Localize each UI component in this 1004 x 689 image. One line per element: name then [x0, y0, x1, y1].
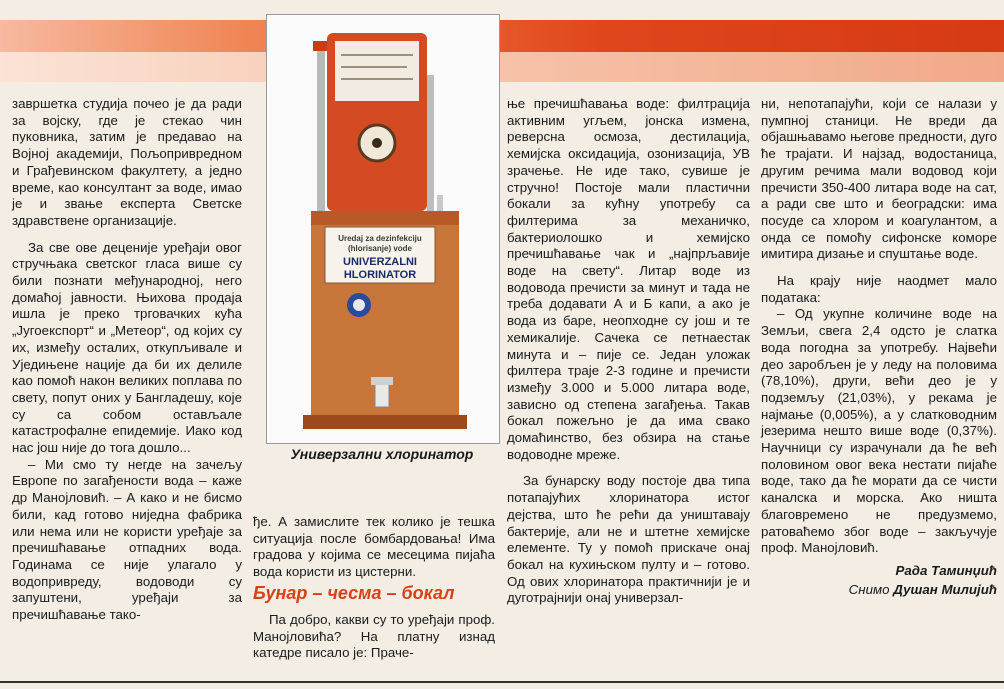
- page-bottom-rule: [0, 681, 1004, 683]
- photographer-name: Душан Милијић: [893, 581, 997, 597]
- section-subheading: Бунар – чесма – бокал: [253, 583, 455, 603]
- article-column-1: [12, 96, 242, 624]
- paragraph: За бунарску воду постоје два типа потапајућих хлоринатора истог дејства, што ће рећи да уништавају бактерије, али не и штетне хемијске елементе. Ту у помоћ прискаче онај бокал на кухињском пулту и – готово. Од ових хлоринатора практичнији је и дуготрајнији онај универзал-: [507, 473, 750, 606]
- photo-credit: [761, 582, 997, 599]
- chlorinator-photo: [266, 14, 500, 444]
- chlorinator-illustration: [267, 15, 499, 443]
- paragraph: ње пречишћавања воде: филтрација активним угљем, јонска измена, реверсна осмоза, дестилација, хемијска оксидација, озонизација, УВ зрачење. Не иде тако, сувише је стручно! Постоје мали пластични бокали за кућну употребу са филтерима за механичко, бактериолошко и хемијско пречишћавање чак и „најпрљавије воде на свету“. Литар воде из водовода пречисти за минут и тада не треба додавати А и Б капи, а ако је вода из баре, неопходне су још и те хемикалије. Сачека се петнаестак минута и – пије се. Један уложак филтера траје 2-3 године и пречисти између 3.000 и 5.000 литара воде, зависно од степена загађења. Такав бокал пожељно је да има свако домаћинство, без обзира на стање водоводне мреже.: [507, 96, 750, 462]
- paragraph: ђе. А замислите тек колико је тешка ситуација после бомбардовања! Има градова у којима се месецима пијаћа вода користи из цистерни.: [253, 514, 495, 580]
- device-label-line4: HLORINATOR: [343, 269, 417, 281]
- paragraph: За све ове деценије уређаји овог стручњака светског гласа више су били познати међународној, него домаћој јавности. Њихова продаја ишла је преко трговачких кућа „Југоекспорт“ и „Метеор“, од којих су их, између осталих, откупљивале и Уједињене нације да би их делиле као помоћ након великих поплава по свету, попут оних у Бангладешу, које су са собом остављале катастрофалне епидемије. Иако код нас још није до тога дошло...: [12, 239, 242, 456]
- article-column-2-continued: [253, 612, 495, 662]
- article-column-4: [761, 96, 997, 598]
- header-light-band: [0, 52, 1004, 82]
- header-color-band: [0, 20, 1004, 52]
- article-column-2: [253, 514, 495, 581]
- paragraph: На крају није наодмет мало података:: [761, 273, 997, 305]
- credit-prefix: Снимо: [848, 581, 890, 597]
- paragraph: – Од укупне количине воде на Земљи, свега 2,4 одсто је слатка вода погодна за употребу. Највећи део заробљен је у леду на половима (78,10%), други, већи део је у подземљу (21,03%), у рекама је најмање (0,005%), а у слатководним језерима нешто више воде (0,37%). Научници су израчунали да ће већ половином овог века нестати пијаће воде, тако да ће морати да се чисти каналска и морска. Ако ништа благовремено не предузмемо, ратоваћемо због воде – закључује проф. Манојловић.: [761, 306, 997, 556]
- device-label-line1: Uredaj za dezinfekciju: [338, 234, 422, 243]
- device-label-line3: UNIVERZALNI: [343, 256, 417, 268]
- paragraph: ни, непотапајући, који се налази у пумпној станици. Не вреди да објашњавамо његове предности, дуго ће трајати. И најзад, водостаница, другим речима мали водовод који пречисти 350-400 литара воде на сат, а ради све што и београдски: има посуде са хлором и коагулантом, а онда се помоћу сифонске коморе имитира дизање и спуштање воде.: [761, 96, 997, 262]
- article-column-3: [507, 96, 750, 607]
- device-label-line2: (hlorisanje) vode: [347, 244, 413, 253]
- paragraph: – Ми смо ту негде на зачељу Европе по загађености вода – каже др Манојловић. – А како и не бисмо били, кад готово ниједна фабрика или нема или не користи уређаје за пречишћавање отпадних вода. Годинама се није улагало у водопривреду, водоводи су запуштени, уређаји за пречишћавање тако-: [12, 456, 242, 623]
- photo-caption: Универзални хлоринатор: [290, 446, 474, 462]
- paragraph: завршетка студија почео је да ради за војску, где је стекао чин пуковника, затим је предавао на Војној академији, Пољопривредном и Грађевинском факултету, а једно време, као консултант за воде, имао је и звање експерта Светске здравствене организације.: [12, 96, 242, 228]
- paragraph: Па добро, какви су то уређаји проф. Манојловића? На платну изнад катедре писало је: Праче-: [253, 612, 495, 661]
- author-name: Рада Таминџић: [895, 562, 997, 578]
